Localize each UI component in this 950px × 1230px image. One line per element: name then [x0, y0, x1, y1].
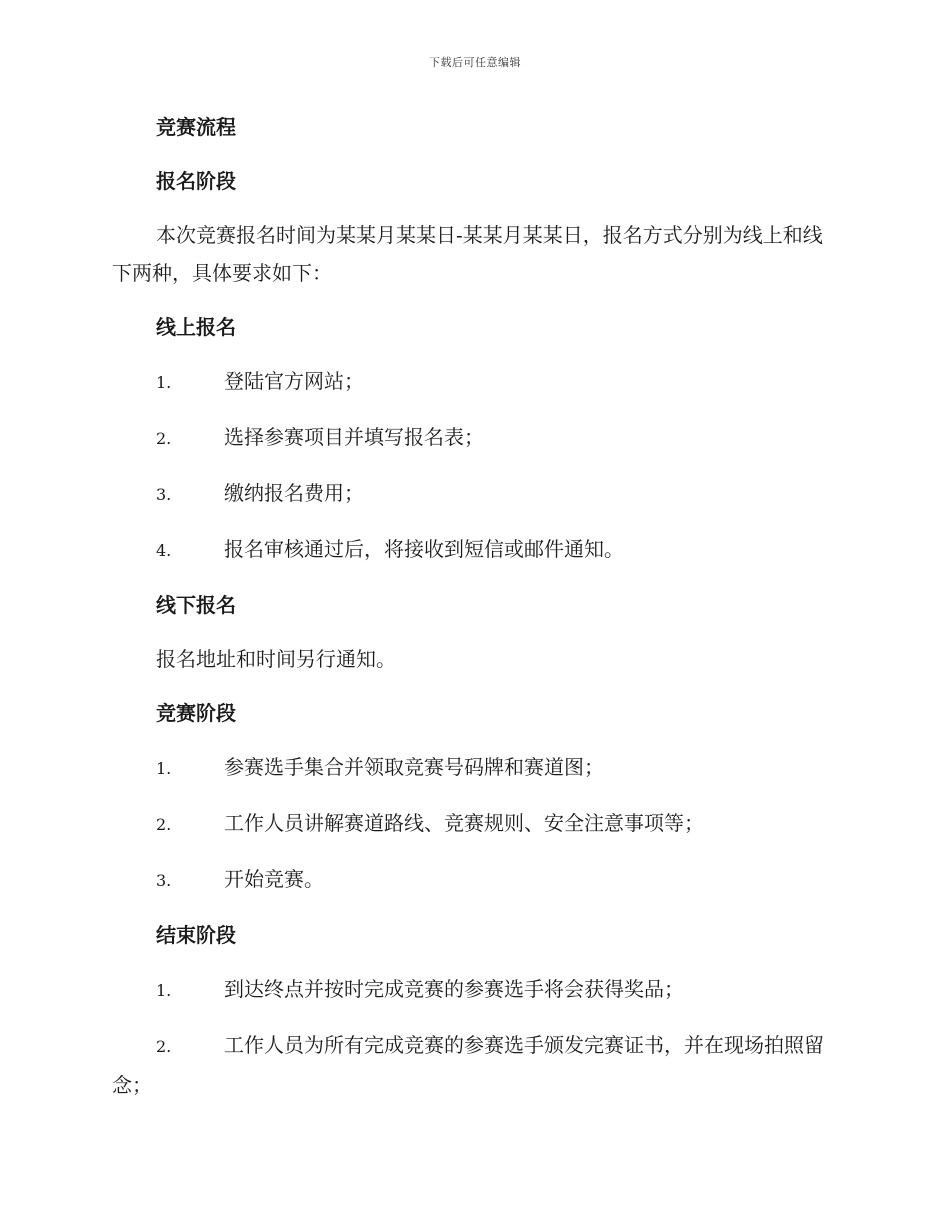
offline-registration-heading: 线下报名 [156, 593, 236, 617]
list-item-number: 1. [156, 981, 172, 1000]
list-item-text: 工作人员为所有完成竞赛的参赛选手颁发完赛证书，并在现场拍照留念； [112, 1033, 824, 1097]
offline-registration-text: 报名地址和时间另行通知。 [156, 647, 396, 671]
list-item [112, 748, 842, 788]
list-item [112, 474, 842, 514]
list-item-number: 3. [156, 485, 172, 504]
list-item [112, 530, 842, 570]
list-item-number: 2. [156, 429, 172, 448]
list-item-number: 1. [156, 373, 172, 392]
list-item-text: 参赛选手集合并领取竞赛号码牌和赛道图； [224, 755, 604, 779]
document-body [112, 108, 842, 1120]
list-item-number: 3. [156, 871, 172, 890]
list-item-text: 选择参赛项目并填写报名表； [224, 425, 484, 449]
list-item [112, 860, 842, 900]
ending-heading: 结束阶段 [156, 923, 236, 947]
page-header: 下载后可任意编辑 [429, 56, 521, 69]
list-item-number: 2. [156, 1037, 172, 1056]
list-item-text: 工作人员讲解赛道路线、竞赛规则、安全注意事项等； [224, 811, 704, 835]
registration-intro: 本次竞赛报名时间为某某月某某日-某某月某某日，报名方式分别为线上和线下两种，具体要求如下： [112, 223, 823, 285]
list-item-text: 报名审核通过后，将接收到短信或邮件通知。 [224, 537, 624, 561]
list-item-number: 1. [156, 759, 172, 778]
registration-heading: 报名阶段 [156, 169, 236, 193]
list-item [112, 1026, 842, 1104]
list-item [112, 362, 842, 402]
list-item [112, 804, 842, 844]
competition-heading: 竞赛阶段 [156, 701, 236, 725]
online-registration-heading: 线上报名 [156, 315, 236, 339]
list-item [112, 418, 842, 458]
list-item-number: 4. [156, 541, 172, 560]
list-item-text: 登陆官方网站； [224, 369, 364, 393]
list-item-text: 缴纳报名费用； [224, 481, 364, 505]
list-item-number: 2. [156, 815, 172, 834]
list-item-text: 开始竞赛。 [224, 867, 324, 891]
list-item [112, 970, 842, 1010]
section-title: 竞赛流程 [156, 115, 236, 139]
list-item-text: 到达终点并按时完成竞赛的参赛选手将会获得奖品； [224, 977, 684, 1001]
